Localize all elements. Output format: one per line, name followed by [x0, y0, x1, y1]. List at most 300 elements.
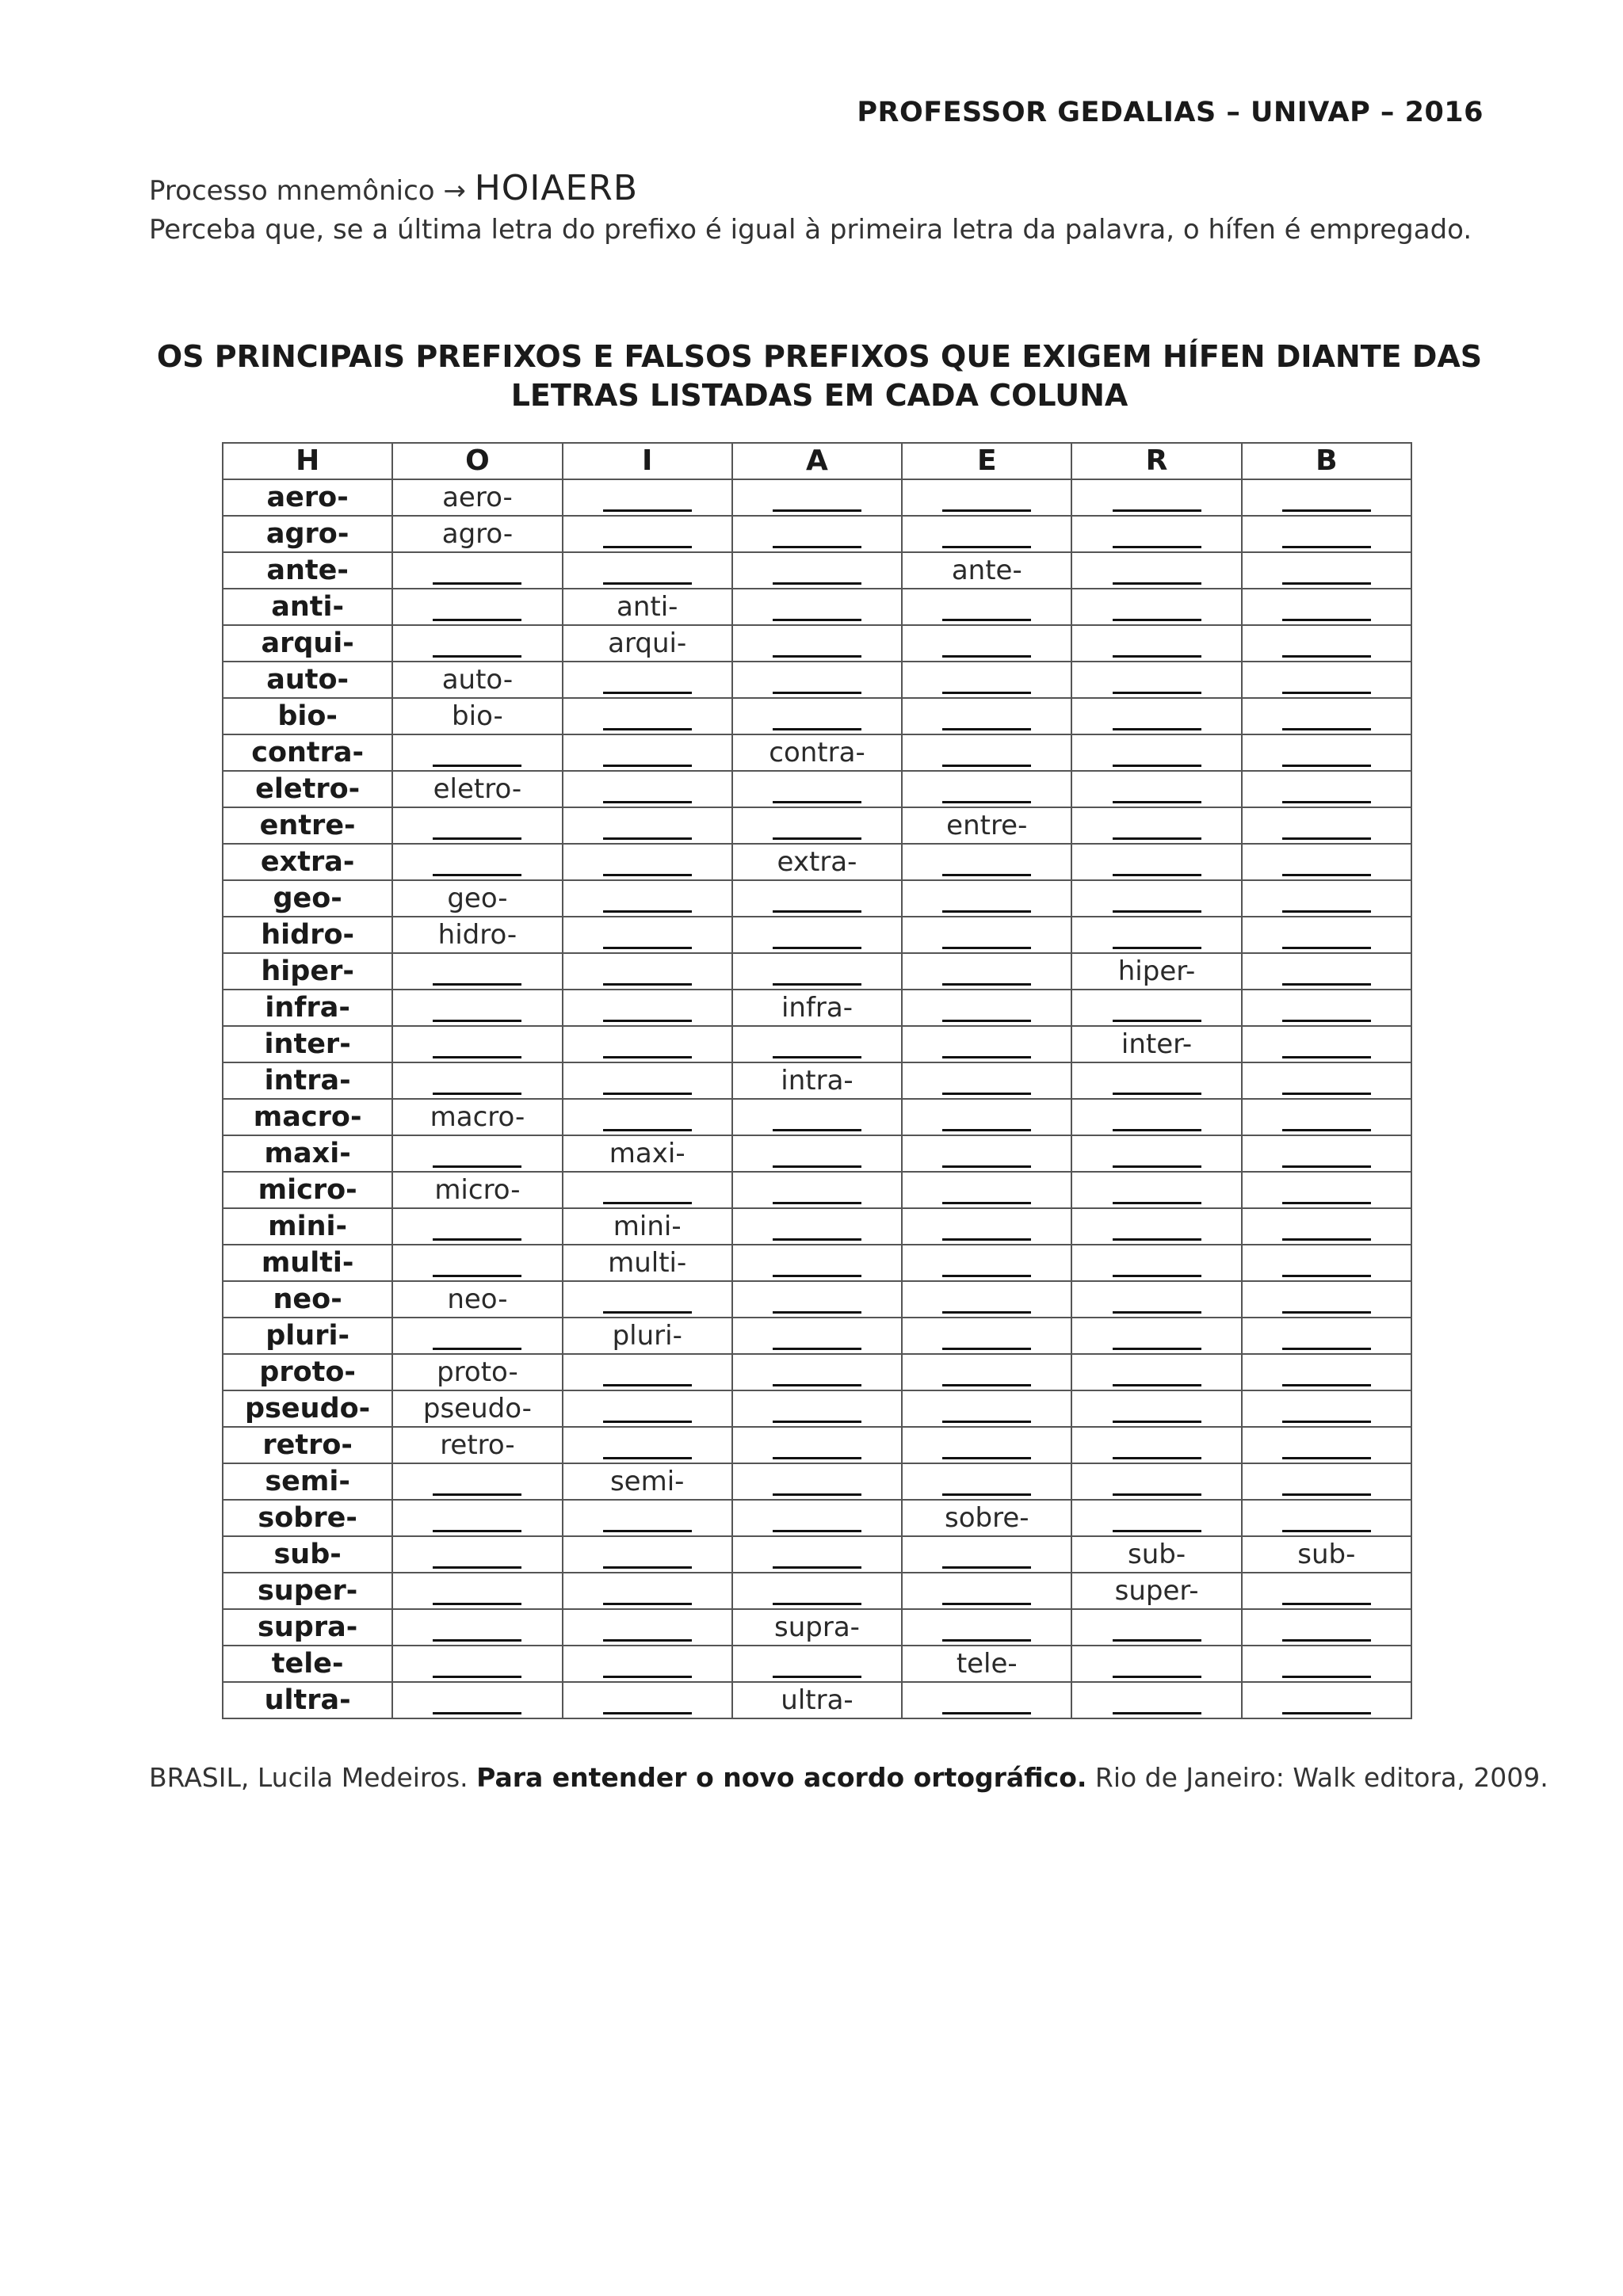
blank-line: [773, 486, 861, 512]
blank-line: [433, 1543, 521, 1569]
prefix-cell: agro-: [223, 516, 392, 552]
blank-cell-a: [732, 880, 902, 917]
blank-cell-b: [1242, 880, 1411, 917]
blank-cell-b: [1242, 1646, 1411, 1682]
blank-line: [1282, 1652, 1371, 1678]
table-row: [223, 1062, 1411, 1099]
blank-cell-b: [1242, 1500, 1411, 1536]
blank-cell-r: [1071, 1682, 1241, 1718]
blank-cell-o: [392, 990, 562, 1026]
blank-line: [942, 741, 1031, 767]
blank-line: [773, 668, 861, 694]
blank-cell-e: [902, 917, 1071, 953]
table-row: [223, 734, 1411, 771]
blank-cell-r: [1071, 1062, 1241, 1099]
hyphen-cell-r: inter-: [1071, 1026, 1241, 1062]
blank-cell-r: [1071, 917, 1241, 953]
blank-line: [1113, 887, 1201, 913]
blank-line: [1282, 1178, 1371, 1204]
blank-cell-e: [902, 1026, 1071, 1062]
table-row: [223, 589, 1411, 625]
blank-cell-e: [902, 990, 1071, 1026]
mnemonic-label: Processo mnemônico →: [149, 175, 466, 207]
prefix-cell: inter-: [223, 1026, 392, 1062]
blank-cell-b: [1242, 552, 1411, 589]
blank-line: [942, 1032, 1031, 1058]
blank-cell-o: [392, 953, 562, 990]
blank-cell-r: [1071, 1245, 1241, 1281]
blank-line: [1113, 1652, 1201, 1678]
blank-line: [1282, 887, 1371, 913]
blank-line: [603, 668, 692, 694]
blank-line: [942, 887, 1031, 913]
blank-line: [433, 1688, 521, 1714]
blank-cell-r: [1071, 1135, 1241, 1172]
blank-cell-o: [392, 1208, 562, 1245]
table-row: [223, 1463, 1411, 1500]
prefix-cell: tele-: [223, 1646, 392, 1682]
blank-line: [433, 595, 521, 621]
blank-cell-i: [563, 1062, 732, 1099]
blank-line: [1113, 1287, 1201, 1314]
hyphen-cell-i: mini-: [563, 1208, 732, 1245]
table-row: [223, 1318, 1411, 1354]
reference-publisher: Rio de Janeiro: Walk editora, 2009.: [1094, 1762, 1549, 1793]
blank-cell-b: [1242, 1281, 1411, 1318]
blank-line: [773, 1433, 861, 1459]
blank-cell-r: [1071, 589, 1241, 625]
blank-cell-b: [1242, 1609, 1411, 1646]
blank-line: [433, 1032, 521, 1058]
blank-cell-i: [563, 844, 732, 880]
blank-line: [942, 522, 1031, 548]
prefix-cell: ante-: [223, 552, 392, 589]
blank-line: [1282, 1287, 1371, 1314]
blank-cell-b: [1242, 1099, 1411, 1135]
blank-line: [1113, 1215, 1201, 1241]
hyphen-cell-i: pluri-: [563, 1318, 732, 1354]
blank-line: [942, 1579, 1031, 1605]
table-body: [223, 479, 1411, 1718]
blank-cell-r: [1071, 479, 1241, 516]
blank-line: [773, 1324, 861, 1350]
blank-cell-o: [392, 807, 562, 844]
blank-line: [1282, 486, 1371, 512]
table-row: [223, 1390, 1411, 1427]
blank-cell-i: [563, 662, 732, 698]
blank-cell-b: [1242, 1062, 1411, 1099]
table-row: [223, 1281, 1411, 1318]
blank-cell-b: [1242, 1318, 1411, 1354]
blank-cell-e: [902, 625, 1071, 662]
table-row: [223, 1500, 1411, 1536]
blank-line: [1113, 1470, 1201, 1496]
blank-cell-r: [1071, 844, 1241, 880]
blank-line: [773, 1142, 861, 1168]
page-header: PROFESSOR GEDALIAS – UNIVAP – 2016: [857, 97, 1484, 128]
table-row: [223, 1427, 1411, 1463]
blank-line: [1282, 559, 1371, 585]
blank-cell-a: [732, 1281, 902, 1318]
blank-line: [433, 959, 521, 986]
table-row: [223, 698, 1411, 734]
table-row: [223, 953, 1411, 990]
blank-cell-b: [1242, 1682, 1411, 1718]
prefix-cell: hidro-: [223, 917, 392, 953]
blank-line: [942, 1287, 1031, 1314]
blank-cell-i: [563, 917, 732, 953]
blank-cell-b: [1242, 1135, 1411, 1172]
table-row: [223, 917, 1411, 953]
blank-line: [603, 559, 692, 585]
blank-cell-i: [563, 1609, 732, 1646]
blank-cell-i: [563, 1682, 732, 1718]
table-row: [223, 1609, 1411, 1646]
blank-cell-o: [392, 1463, 562, 1500]
table-row: [223, 1573, 1411, 1609]
blank-line: [1282, 1397, 1371, 1423]
blank-line: [603, 704, 692, 730]
blank-cell-a: [732, 1390, 902, 1427]
table-row: [223, 1682, 1411, 1718]
blank-cell-a: [732, 1135, 902, 1172]
blank-line: [1282, 1579, 1371, 1605]
blank-cell-o: [392, 1062, 562, 1099]
blank-line: [773, 595, 861, 621]
blank-line: [1113, 1142, 1201, 1168]
blank-line: [1113, 1688, 1201, 1714]
blank-cell-e: [902, 516, 1071, 552]
blank-cell-r: [1071, 807, 1241, 844]
table-row: [223, 552, 1411, 589]
table-row: [223, 1354, 1411, 1390]
blank-cell-e: [902, 1536, 1071, 1573]
blank-cell-a: [732, 1099, 902, 1135]
blank-line: [1113, 559, 1201, 585]
blank-cell-i: [563, 698, 732, 734]
blank-line: [942, 1215, 1031, 1241]
prefix-cell: retro-: [223, 1427, 392, 1463]
blank-cell-r: [1071, 1500, 1241, 1536]
blank-cell-r: [1071, 1390, 1241, 1427]
blank-line: [1282, 1251, 1371, 1277]
blank-line: [773, 1397, 861, 1423]
blank-line: [942, 1433, 1031, 1459]
blank-cell-r: [1071, 880, 1241, 917]
blank-cell-b: [1242, 1463, 1411, 1500]
blank-line: [433, 1251, 521, 1277]
blank-cell-a: [732, 1172, 902, 1208]
hyphen-cell-i: arqui-: [563, 625, 732, 662]
blank-cell-b: [1242, 990, 1411, 1026]
blank-cell-r: [1071, 1208, 1241, 1245]
blank-line: [942, 1615, 1031, 1642]
table-row: [223, 771, 1411, 807]
blank-line: [603, 1397, 692, 1423]
blank-line: [1113, 1178, 1201, 1204]
blank-cell-i: [563, 1536, 732, 1573]
blank-cell-a: [732, 589, 902, 625]
prefix-cell: proto-: [223, 1354, 392, 1390]
blank-cell-i: [563, 1281, 732, 1318]
blank-line: [942, 1069, 1031, 1095]
blank-cell-i: [563, 479, 732, 516]
blank-cell-b: [1242, 516, 1411, 552]
blank-cell-e: [902, 1318, 1071, 1354]
prefix-cell: neo-: [223, 1281, 392, 1318]
blank-cell-e: [902, 1354, 1071, 1390]
blank-line: [603, 1615, 692, 1642]
blank-line: [942, 777, 1031, 803]
prefix-cell: sobre-: [223, 1500, 392, 1536]
blank-cell-r: [1071, 990, 1241, 1026]
blank-line: [1282, 814, 1371, 840]
blank-cell-a: [732, 552, 902, 589]
blank-cell-a: [732, 771, 902, 807]
blank-line: [433, 1069, 521, 1095]
blank-line: [773, 1543, 861, 1569]
blank-cell-o: [392, 1536, 562, 1573]
blank-line: [1113, 668, 1201, 694]
hyphen-rule-note: Perceba que, se a última letra do prefixo é igual à primeira letra da palavra, o hífen é empregado.: [149, 214, 1472, 246]
blank-cell-e: [902, 698, 1071, 734]
hyphen-cell-o: hidro-: [392, 917, 562, 953]
blank-line: [603, 1069, 692, 1095]
blank-line: [773, 1178, 861, 1204]
blank-cell-r: [1071, 516, 1241, 552]
blank-line: [942, 1324, 1031, 1350]
blank-cell-r: [1071, 698, 1241, 734]
blank-line: [1282, 1506, 1371, 1532]
hyphen-cell-i: multi-: [563, 1245, 732, 1281]
blank-cell-a: [732, 1354, 902, 1390]
prefix-cell: ultra-: [223, 1682, 392, 1718]
blank-cell-b: [1242, 917, 1411, 953]
blank-line: [1113, 923, 1201, 949]
blank-line: [773, 777, 861, 803]
blank-line: [1282, 1105, 1371, 1131]
blank-cell-e: [902, 844, 1071, 880]
blank-line: [942, 1543, 1031, 1569]
blank-cell-b: [1242, 953, 1411, 990]
blank-cell-b: [1242, 1390, 1411, 1427]
blank-cell-r: [1071, 771, 1241, 807]
blank-line: [773, 631, 861, 658]
blank-cell-b: [1242, 625, 1411, 662]
blank-cell-a: [732, 1318, 902, 1354]
prefix-cell: intra-: [223, 1062, 392, 1099]
blank-cell-r: [1071, 1281, 1241, 1318]
blank-cell-a: [732, 698, 902, 734]
blank-line: [433, 741, 521, 767]
blank-cell-b: [1242, 844, 1411, 880]
blank-line: [1113, 1615, 1201, 1642]
table-row: [223, 1135, 1411, 1172]
blank-cell-b: [1242, 589, 1411, 625]
blank-line: [1113, 1324, 1201, 1350]
blank-cell-b: [1242, 1245, 1411, 1281]
blank-line: [942, 1105, 1031, 1131]
blank-cell-e: [902, 1245, 1071, 1281]
blank-cell-a: [732, 625, 902, 662]
mnemonic-word: HOIAERB: [474, 168, 639, 208]
blank-line: [942, 595, 1031, 621]
blank-cell-i: [563, 880, 732, 917]
hyphen-cell-a: infra-: [732, 990, 902, 1026]
blank-cell-r: [1071, 1609, 1241, 1646]
blank-cell-e: [902, 1281, 1071, 1318]
blank-line: [773, 1287, 861, 1314]
blank-line: [1113, 1506, 1201, 1532]
table-row: [223, 1026, 1411, 1062]
prefix-cell: maxi-: [223, 1135, 392, 1172]
blank-cell-o: [392, 1682, 562, 1718]
table-row: [223, 1646, 1411, 1682]
blank-line: [433, 1506, 521, 1532]
blank-cell-b: [1242, 807, 1411, 844]
blank-cell-a: [732, 807, 902, 844]
blank-line: [433, 814, 521, 840]
blank-cell-a: [732, 479, 902, 516]
hyphen-cell-o: agro-: [392, 516, 562, 552]
blank-line: [1282, 1215, 1371, 1241]
blank-line: [942, 668, 1031, 694]
blank-cell-r: [1071, 1172, 1241, 1208]
blank-cell-o: [392, 1500, 562, 1536]
hyphen-cell-e: entre-: [902, 807, 1071, 844]
blank-line: [942, 1360, 1031, 1386]
blank-cell-o: [392, 1026, 562, 1062]
blank-line: [1282, 1688, 1371, 1714]
blank-line: [1113, 850, 1201, 876]
blank-cell-r: [1071, 1354, 1241, 1390]
hyphen-cell-a: extra-: [732, 844, 902, 880]
blank-cell-o: [392, 625, 562, 662]
blank-line: [603, 1178, 692, 1204]
blank-cell-r: [1071, 1646, 1241, 1682]
column-header-a: A: [732, 443, 902, 479]
blank-line: [942, 923, 1031, 949]
blank-line: [1113, 1069, 1201, 1095]
blank-cell-b: [1242, 1026, 1411, 1062]
blank-cell-e: [902, 1682, 1071, 1718]
blank-cell-a: [732, 953, 902, 990]
column-header-h: H: [223, 443, 392, 479]
blank-line: [773, 1360, 861, 1386]
table-row: [223, 625, 1411, 662]
blank-cell-b: [1242, 1354, 1411, 1390]
blank-cell-e: [902, 1573, 1071, 1609]
blank-cell-e: [902, 1609, 1071, 1646]
blank-cell-i: [563, 516, 732, 552]
blank-line: [603, 522, 692, 548]
hyphen-cell-i: maxi-: [563, 1135, 732, 1172]
blank-cell-i: [563, 1390, 732, 1427]
blank-cell-i: [563, 990, 732, 1026]
blank-line: [773, 959, 861, 986]
blank-cell-a: [732, 1026, 902, 1062]
hyphen-cell-o: neo-: [392, 1281, 562, 1318]
blank-cell-i: [563, 1646, 732, 1682]
blank-line: [603, 1652, 692, 1678]
table-row: [223, 1208, 1411, 1245]
blank-cell-b: [1242, 662, 1411, 698]
blank-cell-r: [1071, 1427, 1241, 1463]
prefix-cell: geo-: [223, 880, 392, 917]
blank-line: [942, 996, 1031, 1022]
prefix-cell: mini-: [223, 1208, 392, 1245]
blank-cell-i: [563, 1172, 732, 1208]
blank-cell-b: [1242, 479, 1411, 516]
blank-cell-b: [1242, 771, 1411, 807]
blank-line: [1282, 1069, 1371, 1095]
blank-line: [1113, 996, 1201, 1022]
blank-line: [1282, 850, 1371, 876]
hyphen-cell-r: sub-: [1071, 1536, 1241, 1573]
blank-line: [433, 1324, 521, 1350]
blank-cell-o: [392, 1318, 562, 1354]
hyphen-cell-o: aero-: [392, 479, 562, 516]
blank-line: [773, 1032, 861, 1058]
prefix-cell: macro-: [223, 1099, 392, 1135]
prefix-cell: eletro-: [223, 771, 392, 807]
blank-cell-i: [563, 807, 732, 844]
blank-cell-i: [563, 734, 732, 771]
blank-cell-i: [563, 1026, 732, 1062]
blank-cell-r: [1071, 552, 1241, 589]
table-row: [223, 1536, 1411, 1573]
blank-line: [1113, 814, 1201, 840]
blank-cell-e: [902, 1099, 1071, 1135]
blank-cell-a: [732, 1500, 902, 1536]
blank-line: [603, 1433, 692, 1459]
blank-line: [1282, 923, 1371, 949]
blank-line: [603, 959, 692, 986]
reference-author: BRASIL, Lucila Medeiros.: [149, 1762, 468, 1793]
blank-line: [942, 1397, 1031, 1423]
blank-line: [1282, 996, 1371, 1022]
blank-cell-b: [1242, 1573, 1411, 1609]
blank-cell-r: [1071, 625, 1241, 662]
blank-line: [603, 1688, 692, 1714]
blank-cell-o: [392, 1609, 562, 1646]
blank-cell-i: [563, 1573, 732, 1609]
blank-line: [433, 996, 521, 1022]
blank-cell-i: [563, 1354, 732, 1390]
blank-cell-a: [732, 917, 902, 953]
blank-cell-e: [902, 1135, 1071, 1172]
intro-block: [149, 169, 1496, 249]
blank-line: [942, 850, 1031, 876]
hyphen-cell-r: hiper-: [1071, 953, 1241, 990]
blank-cell-e: [902, 880, 1071, 917]
blank-line: [603, 923, 692, 949]
blank-cell-a: [732, 1573, 902, 1609]
blank-line: [1282, 1360, 1371, 1386]
blank-cell-a: [732, 1463, 902, 1500]
hyphen-cell-e: tele-: [902, 1646, 1071, 1682]
blank-cell-i: [563, 953, 732, 990]
blank-cell-e: [902, 1208, 1071, 1245]
blank-line: [1113, 1433, 1201, 1459]
blank-line: [773, 559, 861, 585]
blank-line: [1113, 1105, 1201, 1131]
blank-line: [603, 996, 692, 1022]
table-header-row: [223, 443, 1411, 479]
blank-cell-e: [902, 1427, 1071, 1463]
prefix-cell: extra-: [223, 844, 392, 880]
blank-cell-o: [392, 1245, 562, 1281]
